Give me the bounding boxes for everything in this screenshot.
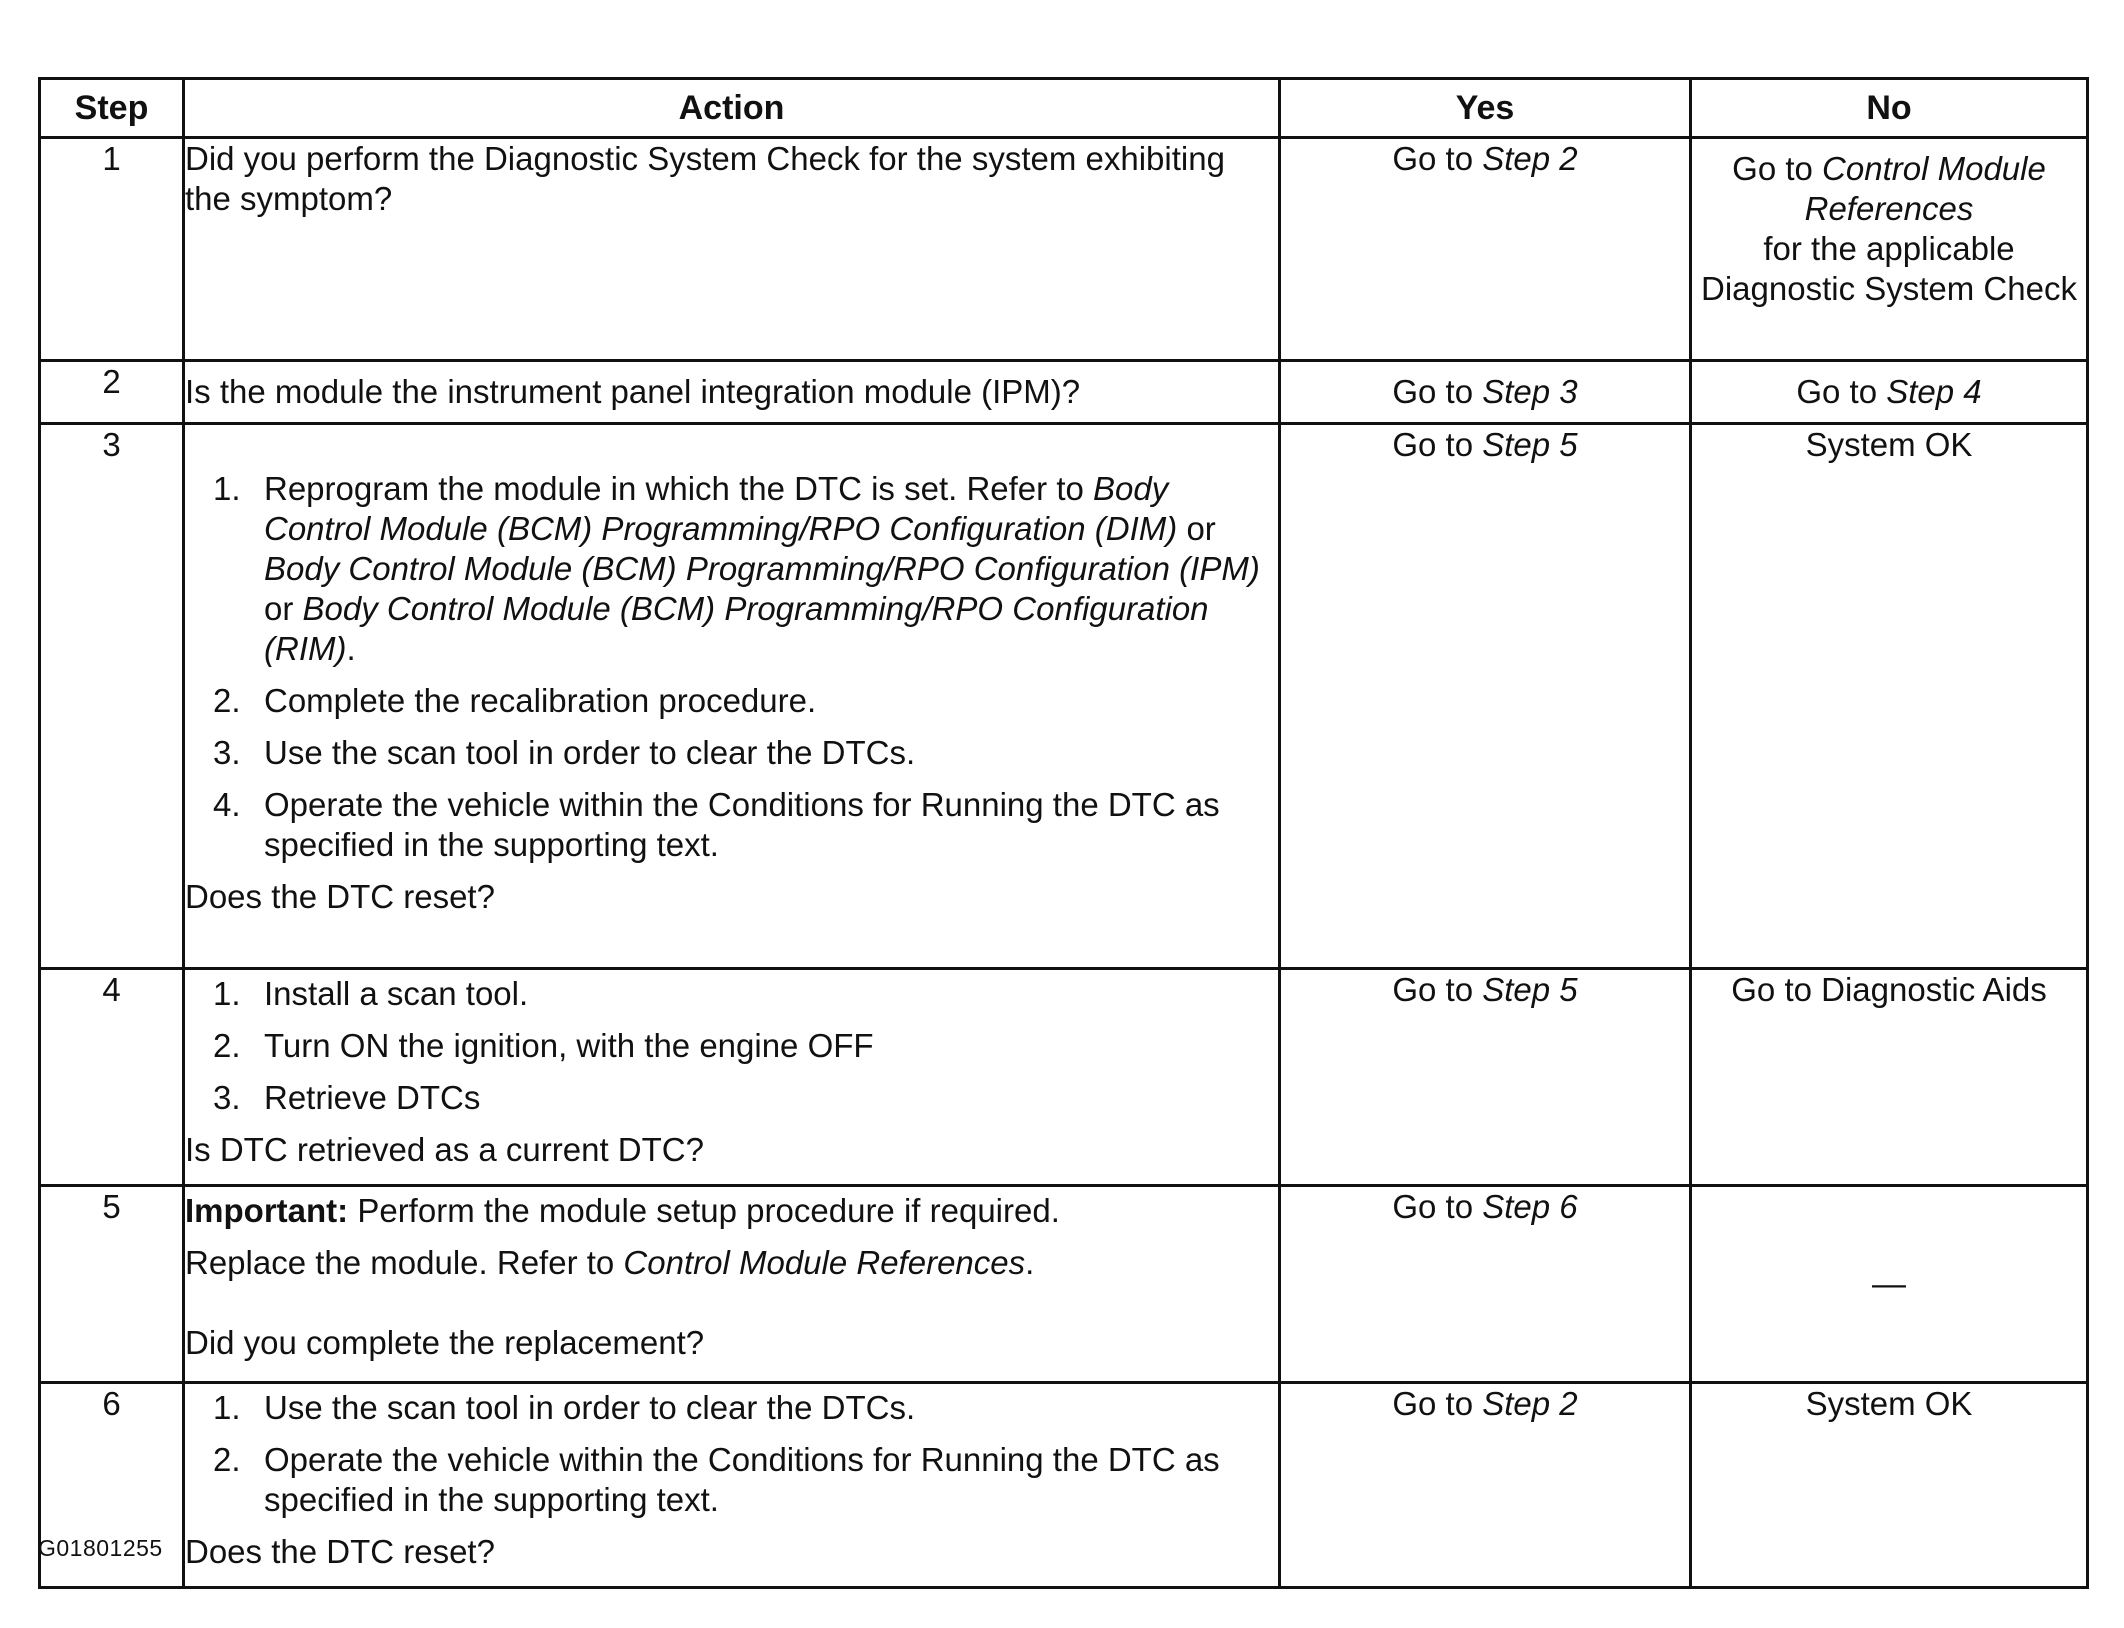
no-result: System OK xyxy=(1805,426,1973,463)
spacer xyxy=(185,1283,1278,1323)
item-text: Use the scan tool in order to clear the DTCs. xyxy=(264,1389,916,1426)
list-item xyxy=(213,1440,1278,1520)
no-suffix: for the applicable Diagnostic System Check xyxy=(1701,230,2077,307)
item-number: 4. xyxy=(213,786,241,823)
item-number: 1. xyxy=(213,1389,241,1426)
procedure-list xyxy=(185,1388,1278,1520)
item-text: Operate the vehicle within the Conditions for Running the DTC as specified in the supporting text. xyxy=(264,786,1220,863)
action-cell xyxy=(184,424,1280,969)
yes-prefix: Go to xyxy=(1392,1385,1483,1422)
no-cell xyxy=(1691,138,2088,361)
item-number: 1. xyxy=(213,975,241,1012)
action-text: Is the module the instrument panel integration module (IPM)? xyxy=(185,373,1081,410)
no-prefix: Go to xyxy=(1796,373,1887,410)
item-number: 2. xyxy=(213,1441,241,1478)
step-number: 4 xyxy=(40,969,184,1186)
list-item xyxy=(213,469,1278,669)
item-text: Complete the recalibration procedure. xyxy=(264,682,817,719)
important-text: Perform the module setup procedure if required. xyxy=(348,1192,1060,1229)
step-number: 6 xyxy=(40,1383,184,1588)
item-number: 3. xyxy=(213,734,241,771)
list-item xyxy=(213,785,1278,865)
step-question: Did you complete the replacement? xyxy=(185,1324,705,1361)
diagnostic-table-container xyxy=(38,77,2086,1589)
diagnostic-aids-link[interactable]: Go to Diagnostic Aids xyxy=(1731,971,2047,1008)
yes-prefix: Go to xyxy=(1392,140,1483,177)
yes-cell xyxy=(1280,969,1691,1186)
procedure-list xyxy=(185,974,1278,1118)
step-link[interactable]: Step 3 xyxy=(1482,373,1578,410)
item-number: 2. xyxy=(213,682,241,719)
table-row xyxy=(40,138,2088,361)
replace-end: . xyxy=(1025,1244,1035,1281)
table-row xyxy=(40,424,2088,969)
item-text: Operate the vehicle within the Conditions for Running the DTC as specified in the supporting text. xyxy=(264,1441,1220,1518)
control-module-references-link[interactable]: Control Module References xyxy=(1804,150,2046,227)
step-question: Is DTC retrieved as a current DTC? xyxy=(185,1131,704,1168)
item-text: or xyxy=(1177,510,1216,547)
table-row xyxy=(40,1383,2088,1588)
item-number: 2. xyxy=(213,1027,241,1064)
no-cell xyxy=(1691,424,2088,969)
yes-cell xyxy=(1280,1186,1691,1383)
no-cell xyxy=(1691,361,2088,424)
header-yes: Yes xyxy=(1280,79,1691,138)
bcm-programming-ipm-link[interactable]: Body Control Module (BCM) Programming/RPO Configuration (IPM) xyxy=(264,550,1260,587)
list-item xyxy=(213,681,1278,721)
action-cell xyxy=(184,1186,1280,1383)
header-no: No xyxy=(1691,79,2088,138)
yes-cell xyxy=(1280,138,1691,361)
item-text: Install a scan tool. xyxy=(264,975,529,1012)
item-text: Retrieve DTCs xyxy=(264,1079,481,1116)
item-text: Use the scan tool in order to clear the DTCs. xyxy=(264,734,916,771)
diagnostic-table xyxy=(38,77,2089,1589)
step-link[interactable]: Step 4 xyxy=(1886,373,1982,410)
action-cell xyxy=(184,138,1280,361)
replace-text: Replace the module. Refer to xyxy=(185,1244,624,1281)
procedure-list xyxy=(185,469,1278,865)
list-item xyxy=(213,1078,1278,1118)
list-item xyxy=(213,1026,1278,1066)
item-text: Turn ON the ignition, with the engine OFF xyxy=(264,1027,874,1064)
table-row xyxy=(40,969,2088,1186)
step-number: 1 xyxy=(40,138,184,361)
step-number: 2 xyxy=(40,361,184,424)
yes-prefix: Go to xyxy=(1392,426,1483,463)
yes-prefix: Go to xyxy=(1392,1188,1483,1225)
item-text: Reprogram the module in which the DTC is set. Refer to xyxy=(264,470,1094,507)
step-link[interactable]: Step 5 xyxy=(1482,426,1578,463)
step-link[interactable]: Step 2 xyxy=(1482,1385,1578,1422)
yes-cell xyxy=(1280,361,1691,424)
no-cell xyxy=(1691,1383,2088,1588)
no-prefix: Go to xyxy=(1732,150,1823,187)
header-step: Step xyxy=(40,79,184,138)
step-question: Does the DTC reset? xyxy=(185,1533,495,1570)
yes-prefix: Go to xyxy=(1392,971,1483,1008)
important-label: Important: xyxy=(185,1192,349,1229)
no-result: System OK xyxy=(1805,1385,1973,1422)
action-cell xyxy=(184,361,1280,424)
yes-cell xyxy=(1280,1383,1691,1588)
empty-dash: — xyxy=(1872,1265,1906,1303)
no-cell xyxy=(1691,1186,2088,1383)
item-text: . xyxy=(346,630,356,667)
list-item xyxy=(213,1388,1278,1428)
action-cell xyxy=(184,1383,1280,1588)
bcm-programming-dim-link[interactable]: Body Control Module (BCM) Programming/RPO Configuration (DIM) xyxy=(264,470,1178,547)
step-question: Does the DTC reset? xyxy=(185,878,495,915)
list-item xyxy=(213,974,1278,1014)
action-text: Did you perform the Diagnostic System Check for the system exhibiting the symptom? xyxy=(185,140,1225,217)
control-module-references-link[interactable]: Control Module References xyxy=(623,1244,1026,1281)
table-row xyxy=(40,1186,2088,1383)
header-action: Action xyxy=(184,79,1280,138)
item-number: 1. xyxy=(213,470,241,507)
step-link[interactable]: Step 2 xyxy=(1482,140,1578,177)
yes-cell xyxy=(1280,424,1691,969)
action-cell xyxy=(184,969,1280,1186)
replace-instruction xyxy=(185,1243,1278,1283)
header-row xyxy=(40,79,2088,138)
no-cell xyxy=(1691,969,2088,1186)
step-link[interactable]: Step 5 xyxy=(1482,971,1578,1008)
bcm-programming-rim-link[interactable]: Body Control Module (BCM) Programming/RPO Configuration (RIM) xyxy=(264,590,1209,667)
yes-prefix: Go to xyxy=(1392,373,1483,410)
list-item xyxy=(213,733,1278,773)
important-note xyxy=(185,1191,1278,1231)
figure-id: G01801255 xyxy=(38,1535,163,1561)
step-number: 3 xyxy=(40,424,184,969)
step-number: 5 xyxy=(40,1186,184,1383)
table-row xyxy=(40,361,2088,424)
step-link[interactable]: Step 6 xyxy=(1482,1188,1578,1225)
item-number: 3. xyxy=(213,1079,241,1116)
item-text: or xyxy=(264,590,303,627)
